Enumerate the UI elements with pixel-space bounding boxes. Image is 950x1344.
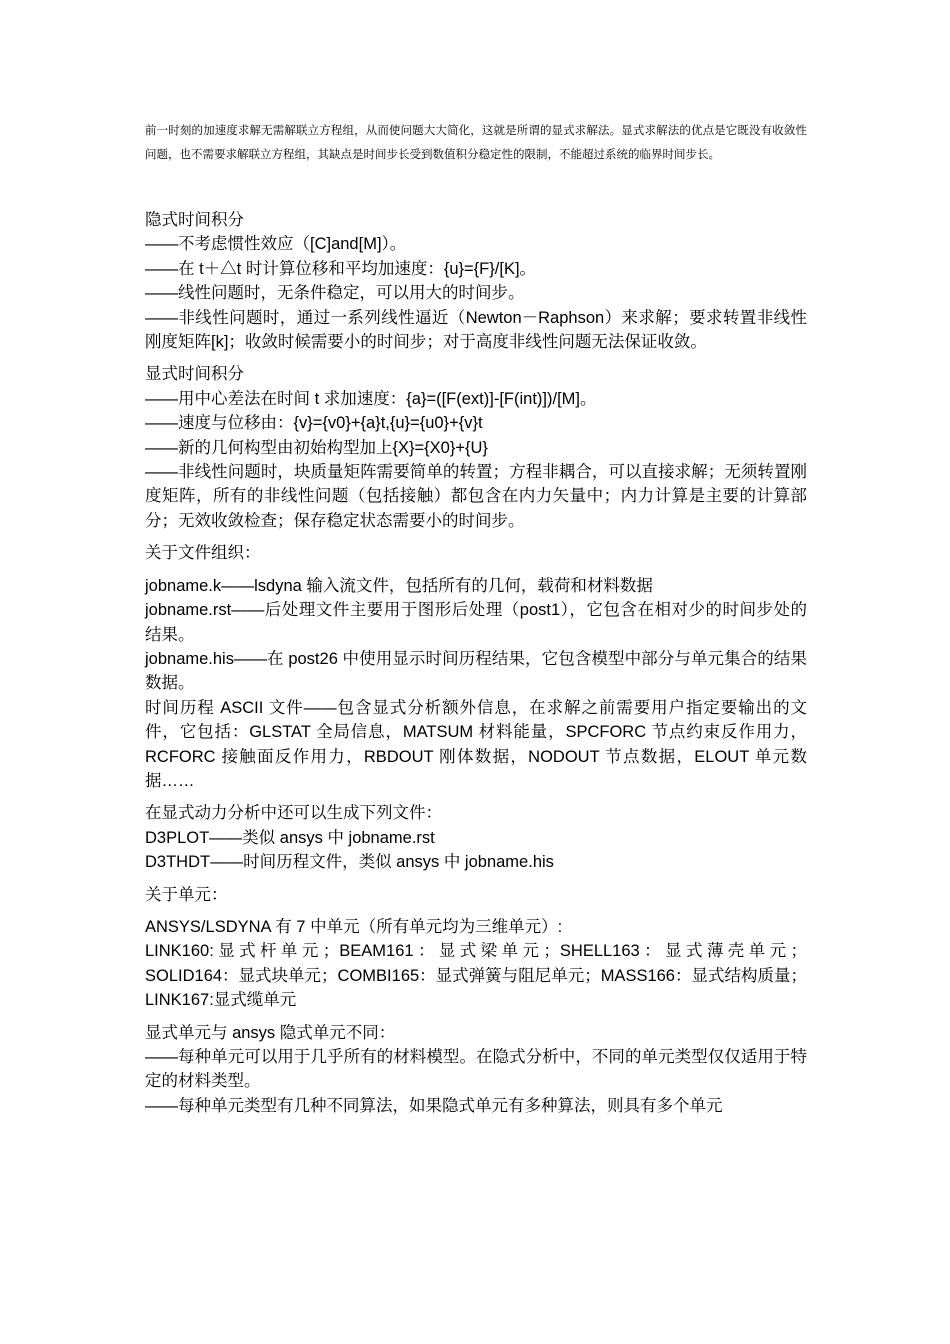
implicit-section <box>145 208 807 354</box>
spacer <box>145 875 807 883</box>
spacer <box>145 793 807 801</box>
list-item: LINK160:显式杆单元；BEAM161：显式梁单元；SHELL163：显式薄壳单元；SOLID164：显式块单元；COMBI165：显式弹簧与阻尼单元；MASS166：显式结构质量；LINK167:显式缆单元 <box>145 942 807 1010</box>
list-item: ——每种单元可以用于几乎所有的材料模型。在隐式分析中，不同的单元类型仅仅适用于特定的材料类型。 <box>145 1048 807 1091</box>
extra-files-section <box>145 801 807 874</box>
list-item: jobname.k——lsdyna 输入流文件，包括所有的几何，载荷和材料数据 <box>145 576 653 595</box>
section-heading: 在显式动力分析中还可以生成下列文件： <box>145 804 442 823</box>
list-item: ——在 t＋△t 时计算位移和平均加速度：{u}={F}/[K]。 <box>145 259 537 278</box>
list-item: ——新的几何构型由初始构型加上{X}={X0}+{U} <box>145 438 488 457</box>
spacer <box>145 566 807 574</box>
list-item: ——非线性问题时，块质量矩阵需要简单的转置；方程非耦合，可以直接求解；无须转置刚度矩阵，所有的非线性问题（包括接触）都包含在内力矢量中；内力计算是主要的计算部分；无效收敛检查；保存稳定状态需要小的时间步。 <box>145 463 807 530</box>
spacer <box>145 533 807 541</box>
list-item: 时间历程 ASCII 文件——包含显式分析额外信息，在求解之前需要用户指定要输出的文件，它包括：GLSTAT 全局信息，MATSUM 材料能量，SPCFORC 节点约束反作用力，RCFORC 接触面反作用力，RBDOUT 刚体数据，NODOUT 节点数据，ELOUT 单元数据…… <box>145 698 807 790</box>
intro-paragraph: 前一时刻的加速度求解无需解联立方程组，从而使问题大大简化，这就是所谓的显式求解法。显式求解法的优点是它既没有收敛性问题，也不需要求解联立方程组，其缺点是时间步长受到数值积分稳定性的限制，不能超过系统的临界时间步长。 <box>145 123 807 161</box>
list-item: jobname.rst——后处理文件主要用于图形后处理（post1），它包含在相对少的时间步处的结果。 <box>145 601 807 644</box>
list-item: ANSYS/LSDYNA 有 7 中单元（所有单元均为三维单元）: <box>145 917 563 936</box>
explicit-section <box>145 362 807 533</box>
list-item: D3THDT——时间历程文件，类似 ansys 中 jobname.his <box>145 853 554 872</box>
section-heading: 关于文件组织： <box>145 544 261 563</box>
list-item: D3PLOT——类似 ansys 中 jobname.rst <box>145 828 435 847</box>
files-section <box>145 574 807 794</box>
list-item: ——用中心差法在时间 t 求加速度：{a}=([F(ext)]-[F(int)])/[M]。 <box>145 389 597 408</box>
list-item: ——线性问题时，无条件稳定，可以用大的时间步。 <box>145 284 525 303</box>
section-heading: 关于单元： <box>145 885 228 904</box>
spacer <box>145 1013 807 1021</box>
list-item: ——每种单元类型有几种不同算法，如果隐式单元有多种算法，则具有多个单元 <box>145 1096 723 1115</box>
list-item: jobname.his——在 post26 中使用显示时间历程结果，它包含模型中部分与单元集合的结果数据。 <box>145 649 807 693</box>
list-item: ——速度与位移由：{v}={v0}+{a}t,{u}={u0}+{v}t <box>145 414 483 433</box>
spacer <box>145 907 807 915</box>
elements-section <box>145 915 807 1013</box>
section-heading: 显式时间积分 <box>145 365 244 384</box>
document-page <box>145 118 807 1118</box>
list-item: ——非线性问题时，通过一系列线性逼近（Newton－Raphson）来求解；要求转置非线性刚度矩阵[k]；收敛时候需要小的时间步；对于高度非线性问题无法保证收敛。 <box>145 308 807 352</box>
spacer <box>145 354 807 362</box>
section-heading: 隐式时间积分 <box>145 211 244 229</box>
document-body <box>145 208 807 1118</box>
diff-section <box>145 1021 807 1119</box>
section-heading: 显式单元与 ansys 隐式单元不同： <box>145 1023 396 1042</box>
list-item: ——不考虑惯性效应（[C]and[M]）。 <box>145 235 407 254</box>
